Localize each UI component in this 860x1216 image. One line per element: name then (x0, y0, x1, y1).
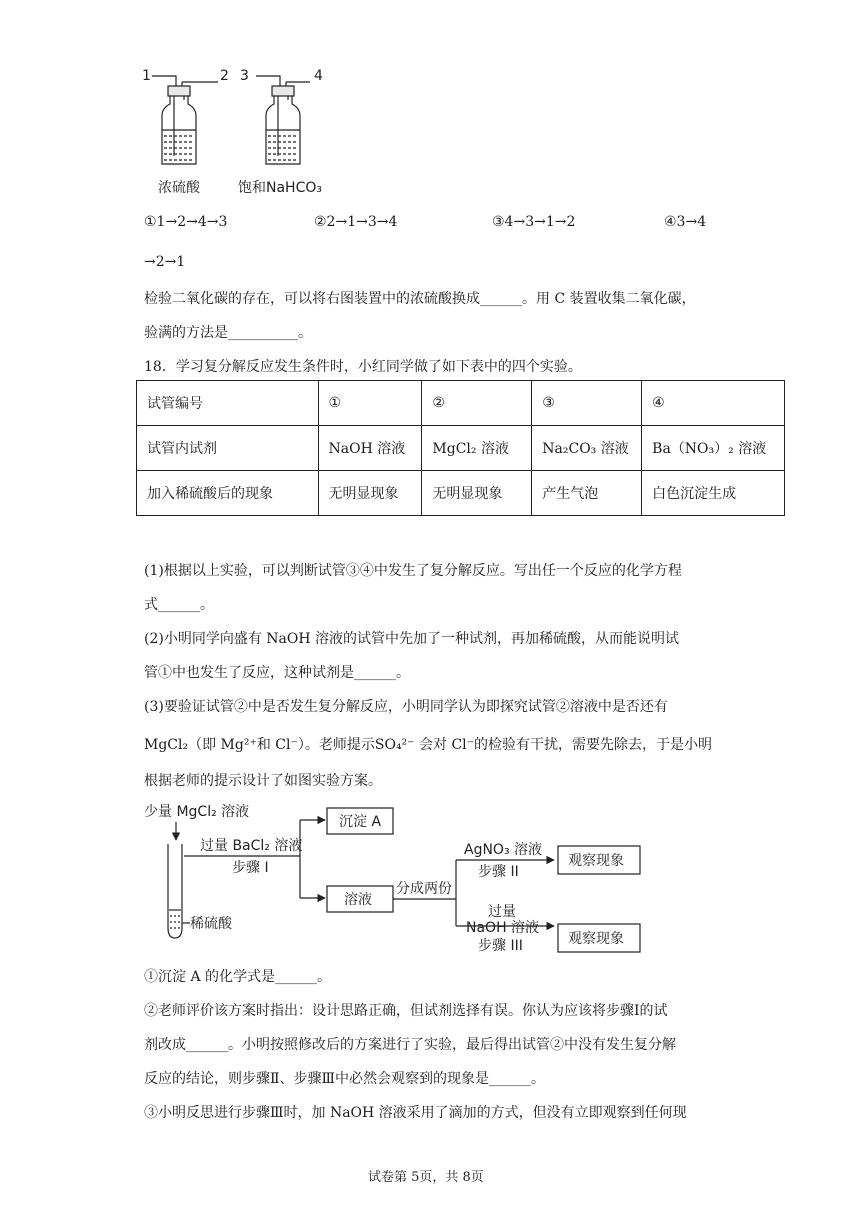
port-3-label: 3 (240, 68, 249, 84)
table-row (137, 381, 785, 426)
sub-question-1-line-b: 式______。 (144, 597, 214, 613)
step1-reagent: 过量 BaCl₂ 溶液 (200, 838, 303, 854)
paragraph-co2-check: 检验二氧化碳的存在，可以将右图装置中的浓硫酸换成______。用 C 装置收集二氧化碳， (144, 291, 696, 307)
box-observe-1: 观察现象 (568, 853, 624, 869)
step2-label: 步骤 II (478, 864, 519, 880)
table-cell: 白色沉淀生成 (642, 471, 785, 516)
step-question-3-line-a: ③小明反思进行步骤Ⅲ时，加 NaOH 溶液采用了滴加的方式，但没有立即观察到任何现 (144, 1105, 687, 1121)
option-4: ④3→4 (664, 214, 707, 230)
option-1: ①1→2→4→3 (144, 214, 228, 230)
paragraph-co2-full: 验满的方法是__________。 (144, 325, 312, 341)
table-cell: ③ (532, 381, 642, 426)
table-row (137, 426, 785, 471)
table-cell: ② (422, 381, 532, 426)
port-2-label: 2 (220, 68, 229, 84)
table-cell: Ba（NO₃）₂ 溶液 (642, 426, 785, 471)
step-question-2-line-c: 反应的结论，则步骤Ⅱ、步骤Ⅲ中必然会观察到的现象是______。 (144, 1071, 546, 1087)
table-cell: 产生气泡 (532, 471, 642, 516)
bottle-2-caption: 饱和NaHCO₃ (238, 180, 322, 196)
table-cell: Na₂CO₃ 溶液 (532, 426, 642, 471)
table-cell: ① (318, 381, 422, 426)
step3-reagent-b: NaOH 溶液 (466, 920, 540, 936)
sub-question-3-line-a: (3)要验证试管②中是否发生复分解反应，小明同学认为即探究试管②溶液中是否还有 (144, 699, 668, 715)
test-tube (168, 844, 190, 938)
table-cell: MgCl₂ 溶液 (422, 426, 532, 471)
table-cell: 无明显现象 (318, 471, 422, 516)
gas-wash-bottles-figure (140, 64, 340, 200)
tube-label: 稀硫酸 (190, 916, 232, 932)
table-cell: 试管内试剂 (137, 426, 319, 471)
bottle-1 (152, 76, 218, 164)
step-question-1: ①沉淀 A 的化学式是______。 (144, 969, 332, 985)
table-cell: 试管编号 (137, 381, 319, 426)
flow-top-label: 少量 MgCl₂ 溶液 (144, 804, 250, 820)
step-question-2-line-b: 剂改成______。小明按照修改后的方案进行了实验，最后得出试管②中没有发生复分解 (144, 1037, 676, 1053)
step1-label: 步骤 I (232, 860, 269, 876)
table-row (137, 471, 785, 516)
bottle-2 (256, 76, 310, 164)
table-cell: NaOH 溶液 (318, 426, 422, 471)
box-solution: 溶液 (344, 892, 372, 908)
step3-label: 步骤 III (478, 938, 523, 954)
step-question-2-line-a: ②老师评价该方案时指出：设计思路正确，但试剂选择有误。你认为应该将步骤Ⅰ的试 (144, 1003, 668, 1019)
question-18-intro: 18．学习复分解反应发生条件时，小红同学做了如下表中的四个实验。 (144, 359, 582, 375)
step2-reagent: AgNO₃ 溶液 (464, 842, 543, 858)
box-observe-2: 观察现象 (568, 931, 624, 947)
port-1-label: 1 (142, 68, 151, 84)
page-footer: 试卷第 5页，共 8页 (368, 1170, 484, 1185)
sub-question-3-line-c: 根据老师的提示设计了如图实验方案。 (144, 773, 382, 789)
bottle-1-caption: 浓硫酸 (158, 180, 200, 196)
option-2: ②2→1→3→4 (314, 214, 398, 230)
port-4-label: 4 (314, 68, 323, 84)
split-label: 分成两份 (396, 881, 452, 897)
experiment-table (136, 380, 785, 516)
sub-question-1-line-a: (1)根据以上实验，可以判断试管③④中发生了复分解反应。写出任一个反应的化学方程 (144, 563, 682, 579)
option-3: ③4→3→1→2 (492, 214, 576, 230)
sub-question-2-line-a: (2)小明同学向盛有 NaOH 溶液的试管中先加了一种试剂，再加稀硫酸，从而能说明试 (144, 631, 680, 647)
step3-reagent-a: 过量 (488, 904, 516, 920)
experiment-flowchart (140, 798, 660, 962)
table-cell: 加入稀硫酸后的现象 (137, 471, 319, 516)
box-precipitate-a: 沉淀 A (339, 814, 382, 830)
table-cell: 无明显现象 (422, 471, 532, 516)
sub-question-2-line-b: 管①中也发生了反应，这种试剂是______。 (144, 665, 410, 681)
sub-question-3-line-b: MgCl₂（即 Mg²⁺和 Cl⁻）。老师提示SO₄²⁻ 会对 Cl⁻的检验有干扰，需要先除去，于是小明 (144, 737, 713, 753)
table-cell: ④ (642, 381, 785, 426)
option-4-continued: →2→1 (144, 254, 186, 270)
